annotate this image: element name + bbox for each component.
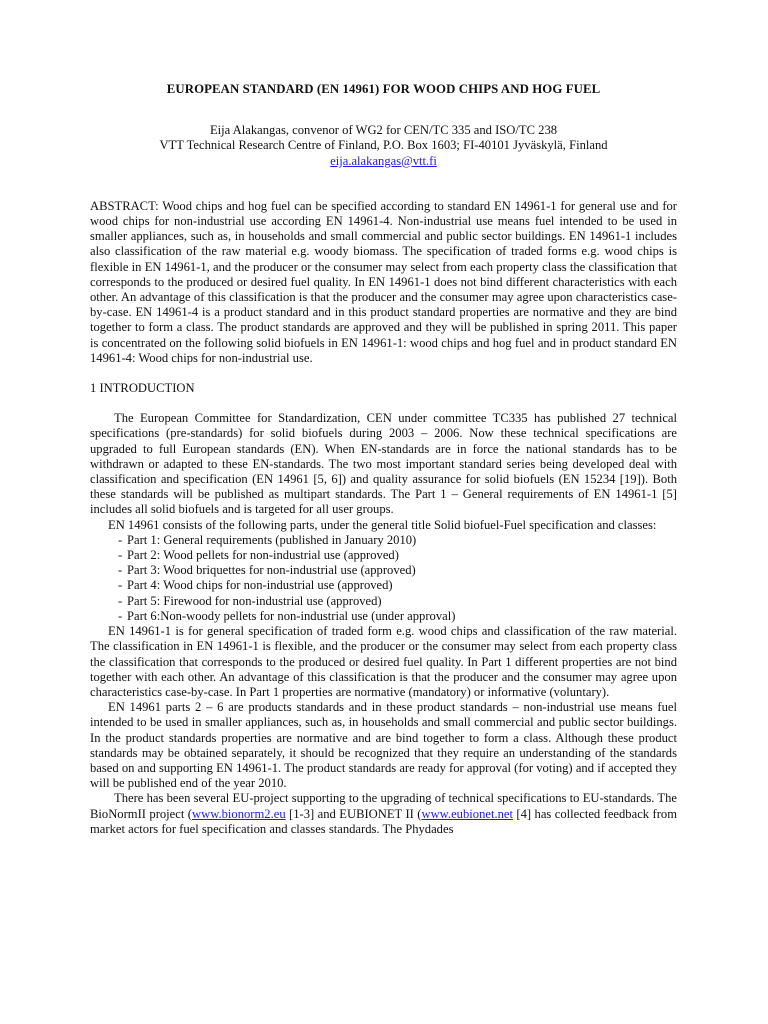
eubionet-link[interactable]: www.eubionet.net [421, 806, 513, 821]
parts-list [90, 533, 677, 624]
section-heading: 1 INTRODUCTION [90, 381, 195, 396]
bionorm-link[interactable]: www.bionorm2.eu [192, 806, 286, 821]
affiliation-line: VTT Technical Research Centre of Finland, P.O. Box 1603; FI-40101 Jyväskylä, Finland [159, 138, 608, 153]
intro-paragraph-5: There has been several EU-project supporting to the upgrading of technical specifications to EU-standards. The BioNormII project (www.bionorm2.eu [1-3] and EUBIONET II (www.eubionet.net [4] has collected feedback from market actors for fuel specification and classes standards. The Phydades [90, 791, 677, 836]
author-line: Eija Alakangas, convenor of WG2 for CEN/TC 335 and ISO/TC 238 [209, 123, 558, 138]
list-item: - Part 2: Wood pellets for non-industrial use (approved) [118, 548, 399, 563]
document-page [90, 82, 677, 837]
list-item: - Part 1: General requirements (published in January 2010) [118, 532, 417, 547]
list-item: - Part 5: Firewood for non-industrial use (approved) [118, 593, 382, 608]
intro-paragraph-3: EN 14961-1 is for general specification of traded form e.g. wood chips and classification of the raw material. The classification in EN 14961-1 is flexible, and the producer or the consumer may select from each property class the classification that corresponds to the produced or desired fuel quality. In Part 1 different properties are not bind together with each other. An advantage of this classification is that the producer and the consumer may agree upon characteristics case-by-case. In Part 1 properties are normative (mandatory) or informative (voluntary). [90, 624, 677, 699]
list-item: - Part 6:Non-woody pellets for non-industrial use (under approval) [118, 608, 456, 623]
intro-paragraph-1: The European Committee for Standardization, CEN under committee TC335 has published 27 technical specifications (pre-standards) for solid biofuels during 2003 – 2006. Now these technical specifications are upgraded to full European standards (EN). When EN-standards are in force the national standards has to be withdrawn or adapted to these EN-standards. The two most important standard series being developed deal with classification and specification (EN 14961 [5, 6]) and quality assurance for solid biofuels (EN 15234 [19]). Both these standards will be published as multipart standards. The Part 1 – General requirements of EN 14961-1 [5] includes all solid biofuels and is targeted for all user groups. [90, 411, 677, 517]
document-title: EUROPEAN STANDARD (EN 14961) FOR WOOD CHIPS AND HOG FUEL [166, 82, 601, 96]
abstract-paragraph: ABSTRACT: Wood chips and hog fuel can be specified according to standard EN 14961-1 for general use and for wood chips for non-industrial use according EN 14961-4. Non-industrial use means fuel intended to be used in smaller appliances, such as, in households and small commercial and public sector buildings. EN 14961-1 includes also classification of the raw material e.g. woody biomass. The specification of traded forms e.g. wood chips is flexible in EN 14961-1, and the producer or the consumer may select from each property class the classification that corresponds to the produced or desired fuel quality. In EN 14961-1 does not bind different characteristics with each other. An advantage of this classification is that the producer and the consumer may agree upon characteristics case-by-case. EN 14961-4 is a product standard and in this product standard properties are normative and they are bind together to form a class. The product standards are approved and they will be published in spring 2011. This paper is concentrated on the following solid biofuels in EN 14961-1: wood chips and hog fuel and in product standard EN 14961-4: Wood chips for non-industrial use. [90, 198, 677, 365]
email-line [90, 154, 677, 169]
list-item: - Part 3: Wood briquettes for non-industrial use (approved) [118, 563, 416, 578]
list-item: - Part 4: Wood chips for non-industrial use (approved) [118, 578, 393, 593]
intro-paragraph-4: EN 14961 parts 2 – 6 are products standards and in these product standards – non-industrial use means fuel intended to be used in smaller appliances, such as, in households and small commercial and public sector buildings. In the product standards properties are normative and are bind together to form a class. Although these product standards may be obtained separately, it should be recognized that they require an understanding of the standards based on and supporting EN 14961-1. The product standards are ready for approval (for voting) and if accepted they will be published end of the year 2010. [90, 700, 677, 791]
email-link[interactable]: eija.alakangas@vtt.fi [330, 153, 437, 168]
intro-paragraph-2: EN 14961 consists of the following parts, under the general title Solid biofuel-Fuel specification and classes: [108, 517, 657, 532]
